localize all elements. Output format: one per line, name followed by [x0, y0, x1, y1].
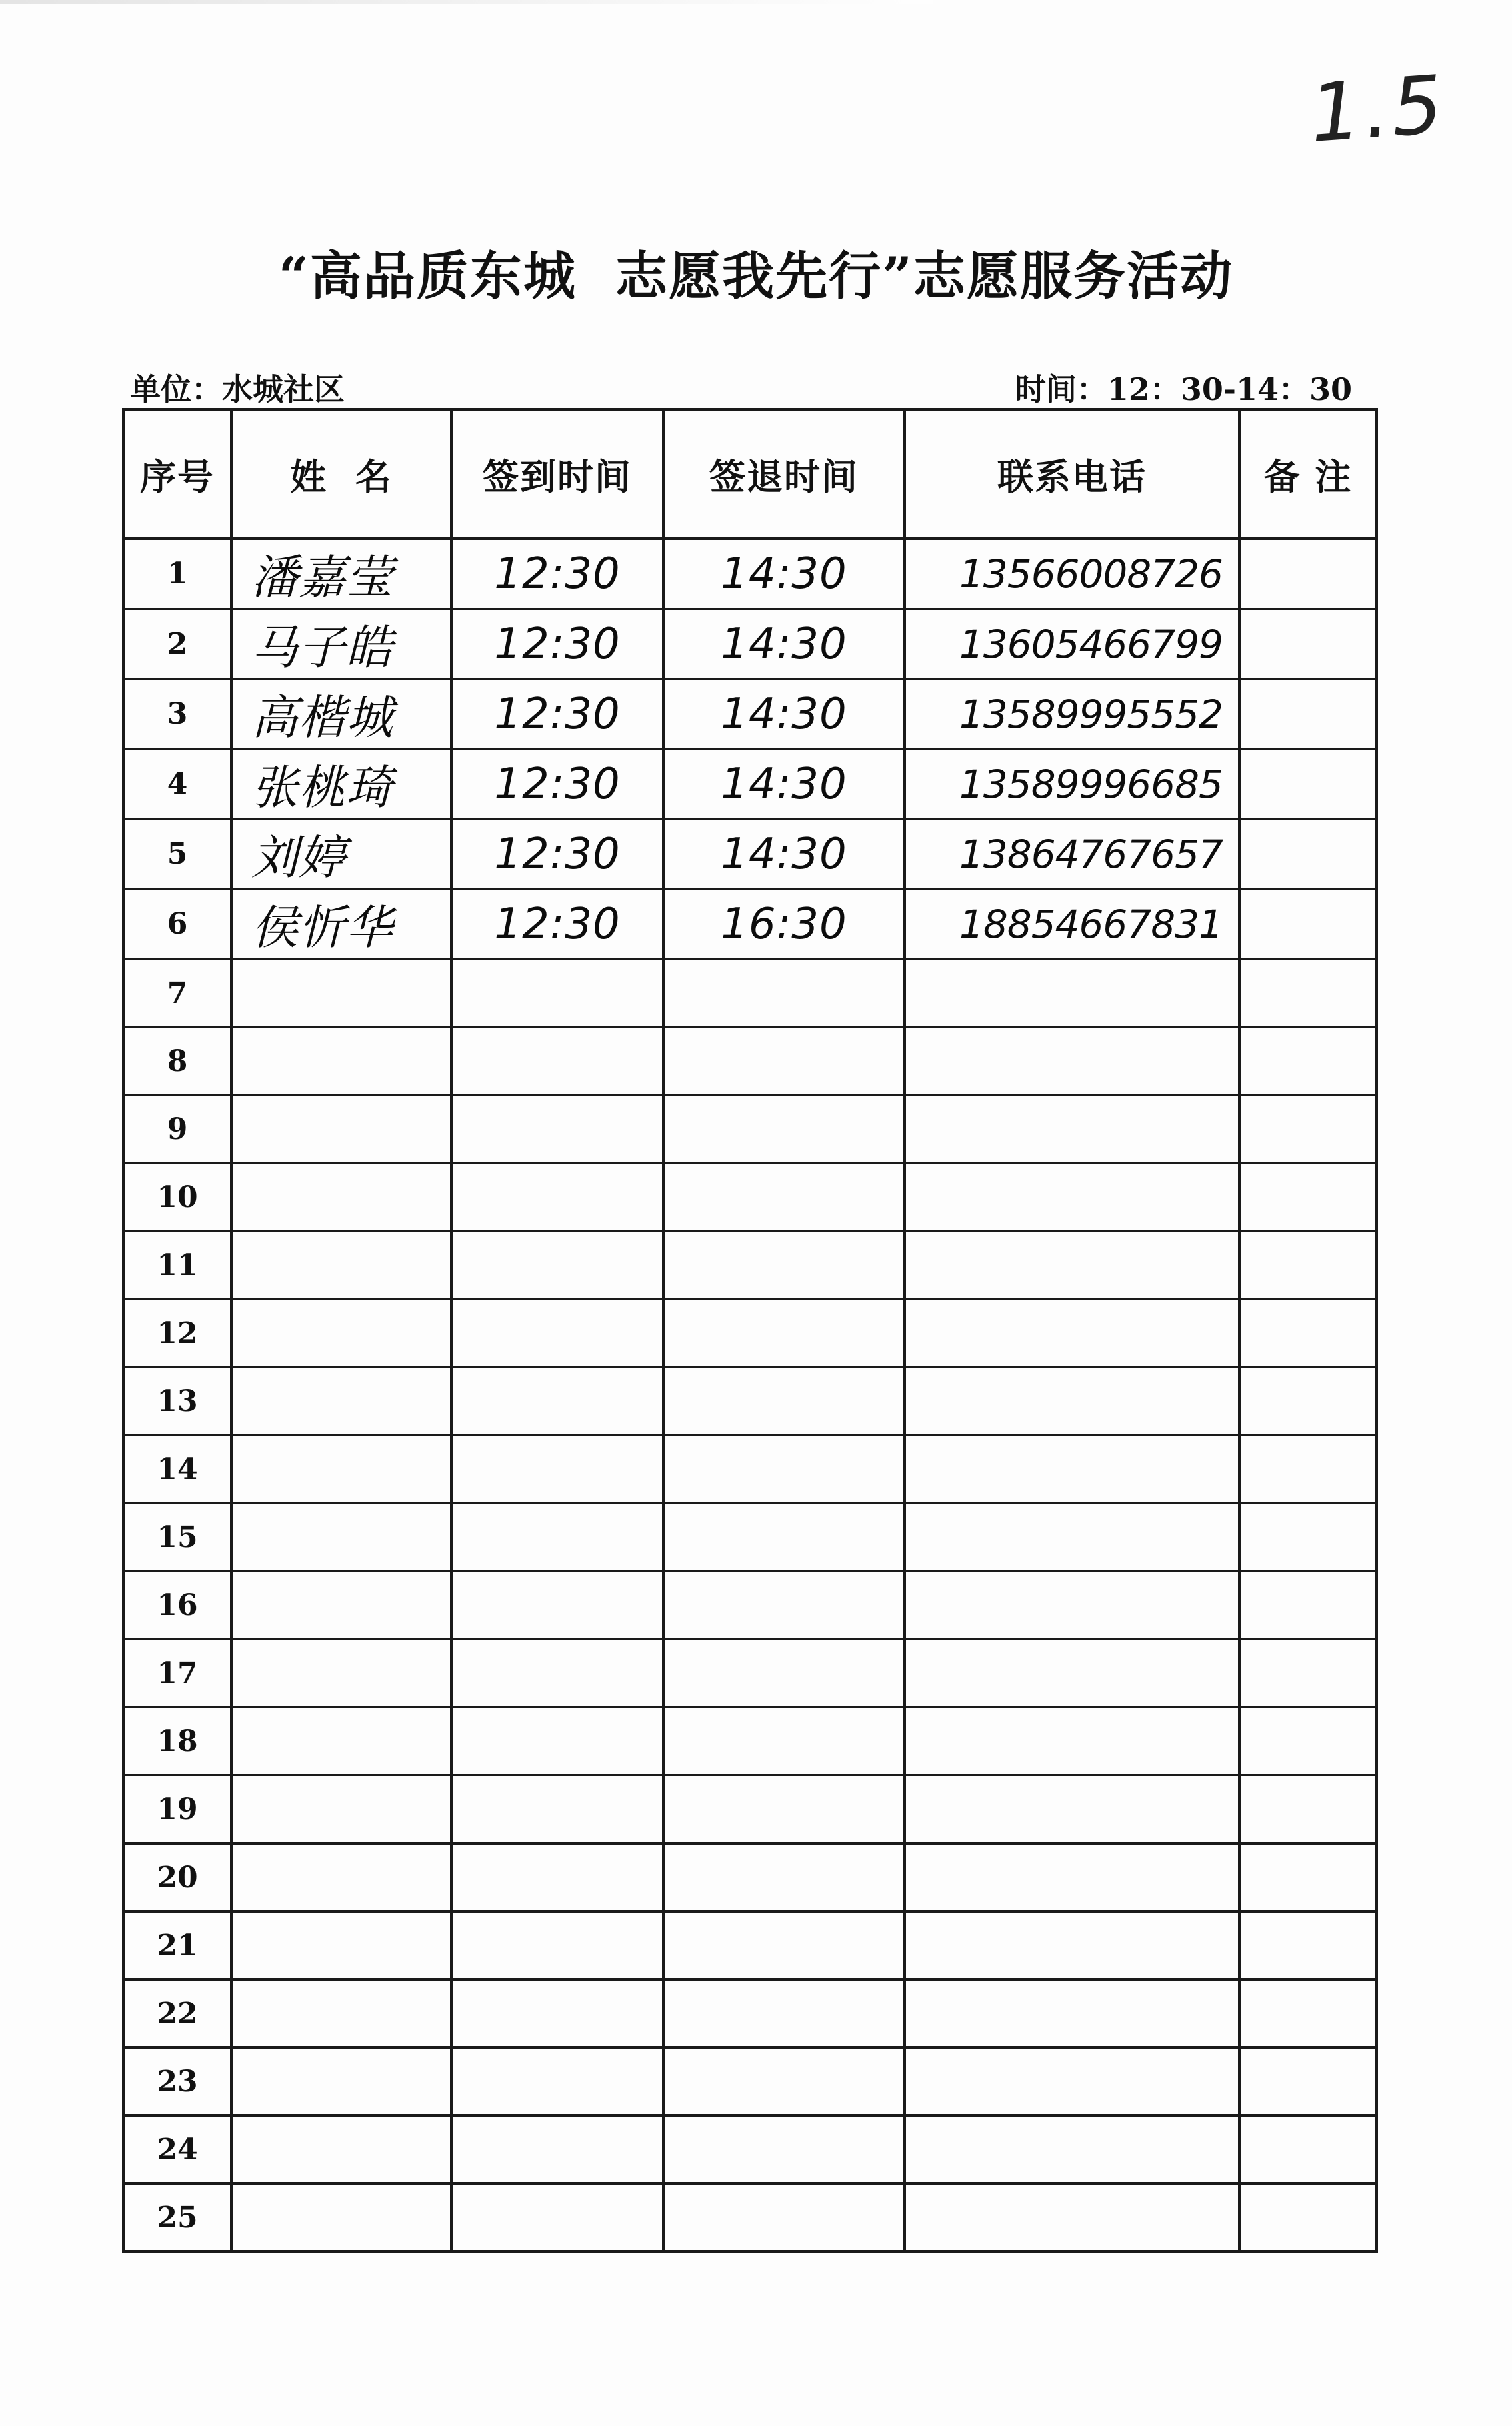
cell-phone: 13864767657 — [905, 819, 1239, 889]
cell-index: 5 — [123, 819, 231, 889]
cell-name — [231, 1299, 451, 1367]
cell-remarks — [1239, 1571, 1377, 1639]
cell-name: 刘婷 — [231, 819, 451, 889]
table-row — [123, 1911, 1377, 1979]
cell-sign-out — [663, 1843, 905, 1911]
cell-phone: 13566008726 — [905, 539, 1239, 609]
cell-phone — [905, 1027, 1239, 1095]
header-sign-in: 签到时间 — [451, 409, 663, 539]
cell-sign-in — [451, 1979, 663, 2047]
cell-sign-out — [663, 1367, 905, 1435]
cell-sign-out — [663, 1639, 905, 1707]
table-row — [123, 1775, 1377, 1843]
cell-sign-in — [451, 1299, 663, 1367]
cell-name — [231, 1367, 451, 1435]
cell-sign-out — [663, 1095, 905, 1163]
table-row — [123, 1027, 1377, 1095]
table-row — [123, 1367, 1377, 1435]
cell-index: 19 — [123, 1775, 231, 1843]
cell-name — [231, 1979, 451, 2047]
cell-name — [231, 1163, 451, 1231]
cell-index: 20 — [123, 1843, 231, 1911]
table-row — [123, 1163, 1377, 1231]
cell-sign-out — [663, 1163, 905, 1231]
table-row — [123, 819, 1377, 889]
cell-remarks — [1239, 1367, 1377, 1435]
cell-phone — [905, 1571, 1239, 1639]
cell-remarks — [1239, 749, 1377, 819]
cell-sign-in: 12:30 — [451, 609, 663, 679]
cell-name — [231, 2115, 451, 2183]
cell-index: 18 — [123, 1707, 231, 1775]
cell-phone — [905, 1299, 1239, 1367]
cell-phone — [905, 1911, 1239, 1979]
cell-sign-out — [663, 2047, 905, 2115]
cell-sign-in — [451, 1367, 663, 1435]
cell-phone — [905, 1979, 1239, 2047]
cell-sign-in — [451, 1503, 663, 1571]
table-row — [123, 1435, 1377, 1503]
sign-in-table — [122, 408, 1378, 2253]
cell-sign-out — [663, 1571, 905, 1639]
cell-remarks — [1239, 1979, 1377, 2047]
table-row — [123, 1299, 1377, 1367]
cell-remarks — [1239, 2183, 1377, 2251]
cell-sign-in — [451, 2183, 663, 2251]
cell-sign-in — [451, 1843, 663, 1911]
cell-phone — [905, 1639, 1239, 1707]
cell-sign-out — [663, 1231, 905, 1299]
cell-phone — [905, 1707, 1239, 1775]
cell-sign-out — [663, 2115, 905, 2183]
cell-remarks — [1239, 679, 1377, 749]
cell-index: 12 — [123, 1299, 231, 1367]
cell-phone — [905, 1095, 1239, 1163]
cell-name — [231, 1775, 451, 1843]
table-row — [123, 609, 1377, 679]
cell-remarks — [1239, 1775, 1377, 1843]
cell-sign-in — [451, 1095, 663, 1163]
unit-label: 单位：水城社区 — [130, 371, 345, 407]
cell-phone — [905, 1843, 1239, 1911]
cell-phone — [905, 959, 1239, 1027]
cell-name — [231, 1231, 451, 1299]
table-body — [123, 539, 1377, 2251]
cell-phone — [905, 1503, 1239, 1571]
cell-sign-in: 12:30 — [451, 889, 663, 959]
header-sign-out: 签退时间 — [663, 409, 905, 539]
cell-name: 张桃琦 — [231, 749, 451, 819]
table-row — [123, 889, 1377, 959]
header-phone: 联系电话 — [905, 409, 1239, 539]
cell-name — [231, 1435, 451, 1503]
cell-phone: 13605466799 — [905, 609, 1239, 679]
cell-remarks — [1239, 1435, 1377, 1503]
table-row — [123, 1571, 1377, 1639]
cell-index: 1 — [123, 539, 231, 609]
cell-sign-in — [451, 1775, 663, 1843]
cell-remarks — [1239, 1639, 1377, 1707]
cell-sign-in — [451, 2115, 663, 2183]
cell-sign-out — [663, 1911, 905, 1979]
table-row — [123, 959, 1377, 1027]
cell-remarks — [1239, 1299, 1377, 1367]
table-header-row — [123, 409, 1377, 539]
cell-phone — [905, 1435, 1239, 1503]
cell-sign-in — [451, 2047, 663, 2115]
cell-remarks — [1239, 889, 1377, 959]
table-row — [123, 2183, 1377, 2251]
scan-artifact-line — [0, 0, 933, 4]
cell-index: 14 — [123, 1435, 231, 1503]
cell-phone — [905, 2115, 1239, 2183]
cell-remarks — [1239, 1911, 1377, 1979]
cell-sign-in: 12:30 — [451, 539, 663, 609]
cell-index: 24 — [123, 2115, 231, 2183]
cell-sign-in: 12:30 — [451, 749, 663, 819]
cell-sign-in: 12:30 — [451, 679, 663, 749]
cell-remarks — [1239, 959, 1377, 1027]
document-title: “高品质东城 志愿我先行”志愿服务活动 — [278, 246, 1234, 307]
cell-name — [231, 1095, 451, 1163]
cell-sign-out: 14:30 — [663, 819, 905, 889]
table-row — [123, 2047, 1377, 2115]
cell-index: 9 — [123, 1095, 231, 1163]
cell-name: 侯忻华 — [231, 889, 451, 959]
cell-sign-in — [451, 1639, 663, 1707]
cell-remarks — [1239, 2115, 1377, 2183]
cell-name: 马子皓 — [231, 609, 451, 679]
cell-index: 6 — [123, 889, 231, 959]
cell-index: 3 — [123, 679, 231, 749]
header-name: 姓 名 — [231, 409, 451, 539]
header-remarks: 备 注 — [1239, 409, 1377, 539]
cell-name: 高楷城 — [231, 679, 451, 749]
cell-phone: 13589996685 — [905, 749, 1239, 819]
cell-name — [231, 959, 451, 1027]
cell-remarks — [1239, 819, 1377, 889]
table-row — [123, 679, 1377, 749]
cell-sign-in — [451, 1911, 663, 1979]
cell-sign-out — [663, 1503, 905, 1571]
table-row — [123, 1503, 1377, 1571]
table-row — [123, 1979, 1377, 2047]
cell-name: 潘嘉莹 — [231, 539, 451, 609]
cell-sign-in — [451, 1231, 663, 1299]
cell-index: 21 — [123, 1911, 231, 1979]
cell-index: 7 — [123, 959, 231, 1027]
cell-name — [231, 1027, 451, 1095]
cell-phone — [905, 1367, 1239, 1435]
cell-phone — [905, 2047, 1239, 2115]
cell-phone — [905, 1775, 1239, 1843]
table-row — [123, 749, 1377, 819]
cell-name — [231, 1571, 451, 1639]
cell-remarks — [1239, 1843, 1377, 1911]
table-row — [123, 1707, 1377, 1775]
cell-sign-out: 14:30 — [663, 539, 905, 609]
cell-sign-in: 12:30 — [451, 819, 663, 889]
cell-sign-out — [663, 1775, 905, 1843]
cell-index: 10 — [123, 1163, 231, 1231]
cell-remarks — [1239, 1231, 1377, 1299]
cell-sign-out — [663, 959, 905, 1027]
cell-sign-out: 14:30 — [663, 609, 905, 679]
cell-remarks — [1239, 1707, 1377, 1775]
cell-sign-in — [451, 1571, 663, 1639]
cell-name — [231, 1707, 451, 1775]
cell-sign-out — [663, 1435, 905, 1503]
cell-index: 11 — [123, 1231, 231, 1299]
cell-name — [231, 1911, 451, 1979]
cell-name — [231, 1639, 451, 1707]
cell-sign-in — [451, 1163, 663, 1231]
table-row — [123, 1231, 1377, 1299]
cell-sign-in — [451, 1027, 663, 1095]
cell-name — [231, 1843, 451, 1911]
cell-phone — [905, 2183, 1239, 2251]
cell-sign-out: 14:30 — [663, 749, 905, 819]
cell-sign-in — [451, 1435, 663, 1503]
cell-sign-out — [663, 1299, 905, 1367]
cell-index: 8 — [123, 1027, 231, 1095]
cell-phone: 18854667831 — [905, 889, 1239, 959]
cell-remarks — [1239, 2047, 1377, 2115]
cell-sign-out: 14:30 — [663, 679, 905, 749]
cell-index: 15 — [123, 1503, 231, 1571]
cell-name — [231, 2047, 451, 2115]
table-row — [123, 1095, 1377, 1163]
cell-sign-out — [663, 1707, 905, 1775]
cell-remarks — [1239, 1163, 1377, 1231]
time-label: 时间：12：30-14：30 — [1015, 371, 1352, 407]
cell-remarks — [1239, 1027, 1377, 1095]
table-row — [123, 1639, 1377, 1707]
table-row — [123, 539, 1377, 609]
cell-index: 2 — [123, 609, 231, 679]
cell-sign-in — [451, 1707, 663, 1775]
cell-remarks — [1239, 609, 1377, 679]
handwritten-corner-note: 1.5 — [1307, 59, 1449, 161]
table-row — [123, 2115, 1377, 2183]
cell-index: 22 — [123, 1979, 231, 2047]
cell-remarks — [1239, 539, 1377, 609]
cell-sign-out: 16:30 — [663, 889, 905, 959]
cell-name — [231, 1503, 451, 1571]
header-index: 序号 — [123, 409, 231, 539]
cell-phone — [905, 1231, 1239, 1299]
cell-sign-in — [451, 959, 663, 1027]
cell-phone: 13589995552 — [905, 679, 1239, 749]
cell-remarks — [1239, 1095, 1377, 1163]
cell-index: 23 — [123, 2047, 231, 2115]
cell-remarks — [1239, 1503, 1377, 1571]
cell-index: 16 — [123, 1571, 231, 1639]
cell-sign-out — [663, 2183, 905, 2251]
cell-name — [231, 2183, 451, 2251]
table-row — [123, 1843, 1377, 1911]
cell-sign-out — [663, 1027, 905, 1095]
cell-phone — [905, 1163, 1239, 1231]
cell-index: 4 — [123, 749, 231, 819]
cell-index: 17 — [123, 1639, 231, 1707]
cell-index: 25 — [123, 2183, 231, 2251]
cell-index: 13 — [123, 1367, 231, 1435]
cell-sign-out — [663, 1979, 905, 2047]
